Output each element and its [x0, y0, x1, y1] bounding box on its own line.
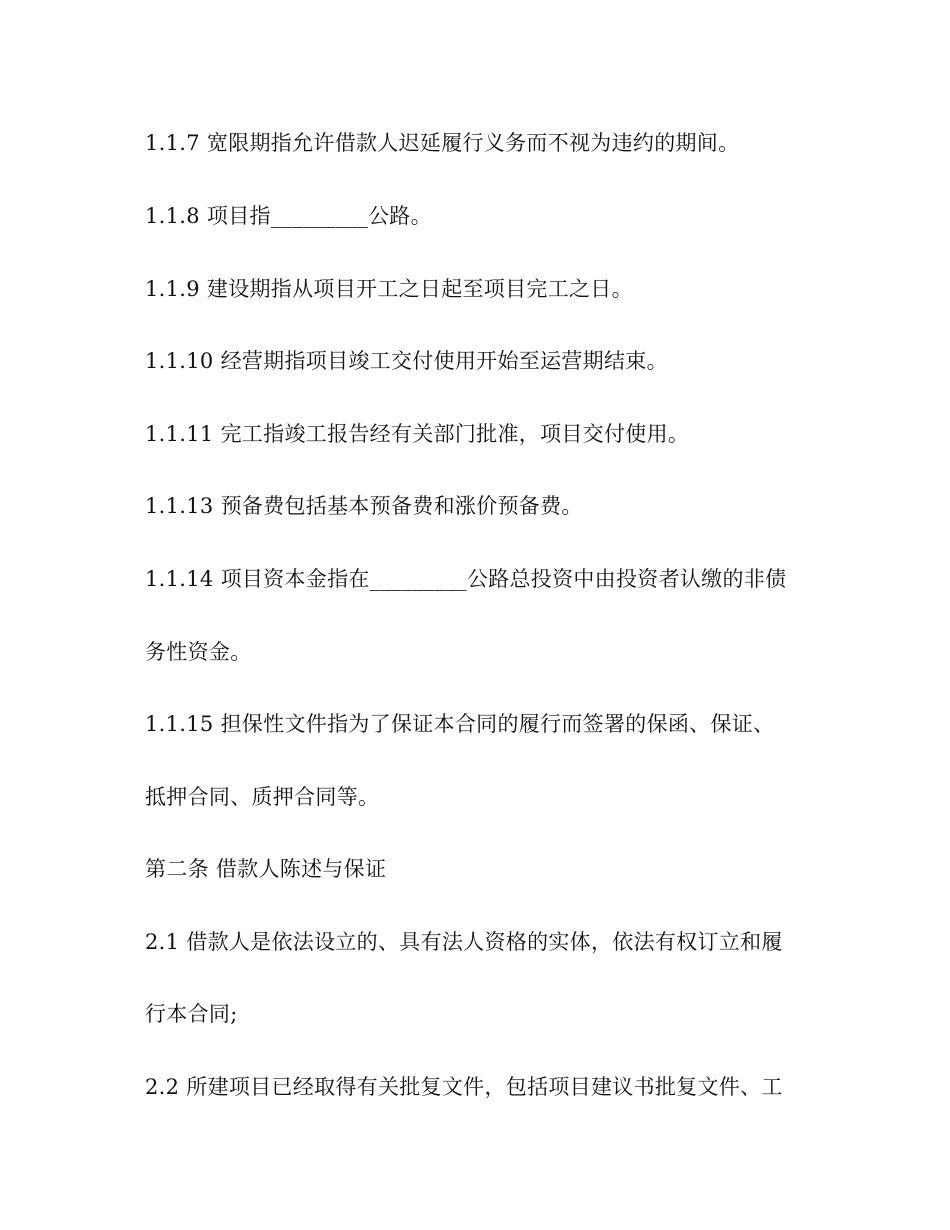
- clause-1-1-11: 1.1.11 完工指竣工报告经有关部门批准，项目交付使用。: [145, 422, 690, 446]
- clause-1-1-8: 1.1.8 项目指_________公路。: [145, 204, 432, 228]
- clause-1-1-14-continued: 务性资金。: [145, 640, 252, 664]
- clause-1-1-15: 1.1.15 担保性文件指为了保证本合同的履行而签署的保函、保证、: [145, 712, 775, 736]
- clause-1-1-13: 1.1.13 预备费包括基本预备费和涨价预备费。: [145, 494, 583, 518]
- clause-2-2: 2.2 所建项目已经取得有关批复文件，包括项目建议书批复文件、工: [145, 1075, 783, 1099]
- clause-2-1-continued: 行本合同;: [145, 1002, 238, 1026]
- clause-1-1-10: 1.1.10 经营期指项目竣工交付使用开始至运营期结束。: [145, 349, 668, 373]
- article-2-heading: 第二条 借款人陈述与保证: [145, 857, 387, 881]
- clause-1-1-7: 1.1.7 宽限期指允许借款人迟延履行义务而不视为违约的期间。: [145, 131, 740, 155]
- clause-1-1-15-continued: 抵押合同、质押合同等。: [145, 785, 380, 809]
- clause-2-1: 2.1 借款人是依法设立的、具有法人资格的实体，依法有权订立和履: [145, 930, 783, 954]
- clause-1-1-9: 1.1.9 建设期指从项目开工之日起至项目完工之日。: [145, 277, 633, 301]
- clause-1-1-14: 1.1.14 项目资本金指在_________公路总投资中由投资者认缴的非债: [145, 567, 787, 591]
